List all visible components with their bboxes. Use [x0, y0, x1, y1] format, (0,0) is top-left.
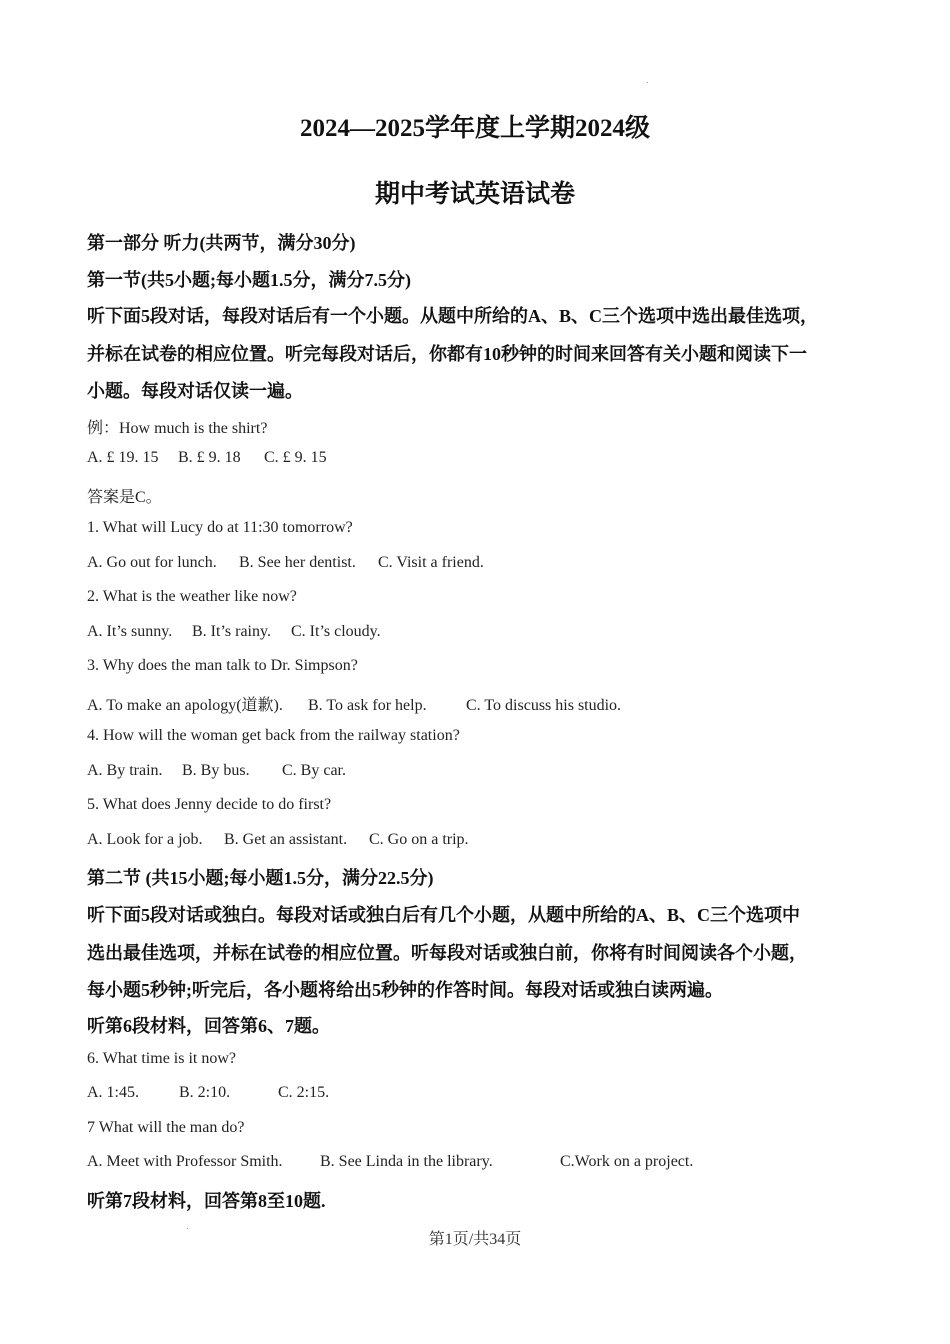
option: C. Go on a trip.: [369, 831, 469, 848]
option: A. Look for a job.: [87, 831, 203, 848]
option: B. By bus.: [182, 762, 250, 779]
option: B. To ask for help.: [308, 697, 427, 714]
section1-instructions-line: 听下面5段对话，每段对话后有一个小题。从题中所给的A、B、C三个选项中选出最佳选项，: [87, 306, 818, 326]
option: B. It’s rainy.: [192, 623, 271, 640]
example-question: 例：How much is the shirt?: [87, 420, 268, 437]
question-7: 7 What will the man do?: [87, 1119, 245, 1136]
section1-instructions-line: 小题。每段对话仅读一遍。: [87, 381, 303, 401]
example-answer: 答案是C。: [87, 489, 162, 506]
option: C. Visit a friend.: [378, 554, 484, 571]
section1-heading: 第一节(共5小题;每小题1.5分，满分7.5分): [87, 270, 411, 290]
question-5: 5. What does Jenny decide to do first?: [87, 796, 332, 813]
question-5-options: [87, 831, 469, 849]
question-6-options: [87, 1084, 329, 1102]
option: A. £ 19. 15: [87, 449, 159, 466]
page-title-line2: 期中考试英语试卷: [374, 181, 575, 208]
part1-heading: 第一部分 听力(共两节，满分30分): [87, 233, 356, 253]
section2-heading: 第二节 (共15小题;每小题1.5分，满分22.5分): [87, 868, 434, 888]
question-3: 3. Why does the man talk to Dr. Simpson?: [87, 657, 358, 674]
option: C. It’s cloudy.: [291, 623, 381, 640]
page-number-footer: 第1页/共34页: [428, 1231, 522, 1248]
example-options: [87, 449, 327, 467]
section2-instructions-line: 每小题5秒钟;听完后，各小题将给出5秒钟的作答时间。每段对话或独白读两遍。: [87, 980, 723, 1000]
material7-heading: 听第7段材料，回答第8至10题.: [87, 1191, 326, 1211]
option: A. By train.: [87, 762, 163, 779]
question-7-options: [87, 1153, 693, 1171]
option: C. £ 9. 15: [264, 449, 327, 466]
option: C. To discuss his studio.: [466, 697, 622, 714]
section2-instructions-line: 选出最佳选项，并标在试卷的相应位置。听每段对话或独白前，你将有时间阅读各个小题，: [87, 943, 807, 963]
question-3-options: [87, 692, 621, 715]
scan-speck: [647, 82, 648, 83]
option: B. 2:10.: [179, 1084, 231, 1101]
option: A. To make an apology(道歉).: [87, 697, 283, 714]
option: B. See Linda in the library.: [320, 1153, 493, 1170]
question-2: 2. What is the weather like now?: [87, 588, 297, 605]
question-1: 1. What will Lucy do at 11:30 tomorrow?: [87, 519, 353, 536]
question-4-options: [87, 762, 346, 780]
question-6: 6. What time is it now?: [87, 1050, 237, 1067]
option: B. Get an assistant.: [224, 831, 348, 848]
section2-instructions-line: 听下面5段对话或独白。每段对话或独白后有几个小题，从题中所给的A、B、C三个选项中: [87, 905, 800, 925]
question-1-options: [87, 554, 484, 572]
option: B. £ 9. 18: [178, 449, 241, 466]
page-title-line1: 2024—2025学年度上学期2024级: [299, 115, 650, 142]
question-4: 4. How will the woman get back from the railway station?: [87, 727, 460, 744]
option: A. Go out for lunch.: [87, 554, 217, 571]
option: C. 2:15.: [278, 1084, 330, 1101]
question-2-options: [87, 623, 381, 641]
section1-instructions-line: 并标在试卷的相应位置。听完每段对话后，你都有10秒钟的时间来回答有关小题和阅读下一: [87, 344, 807, 364]
option: A. Meet with Professor Smith.: [87, 1153, 283, 1170]
material6-heading: 听第6段材料，回答第6、7题。: [87, 1016, 330, 1036]
option: C. By car.: [282, 762, 346, 779]
option: B. See her dentist.: [239, 554, 356, 571]
option: C.Work on a project.: [560, 1153, 694, 1170]
option: A. It’s sunny.: [87, 623, 173, 640]
option: A. 1:45.: [87, 1084, 139, 1101]
